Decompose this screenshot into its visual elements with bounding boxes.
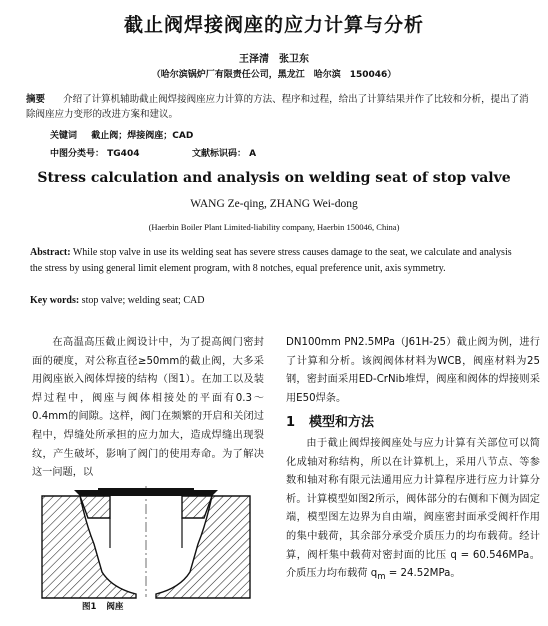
body-paragraph-method [286,435,540,587]
figure-caption [82,600,133,612]
clc-number [50,146,139,159]
chinese-abstract-text: 介绍了计算机辅助截止阀焊接阀座应力计算的方法、程序和过程，给出了计算结果并作了比较和分析，提出了消除阀座应力变形的改进方案和建议。 [26,94,529,120]
english-abstract-text: While stop valve in use its welding seat has severe stress causes damage to the seat, we calculate and analysis the stress by using general limit element program, with 8 notches, equal preference unit, axis symmetry. [30,247,512,274]
body-paragraph-continued: DN100mm PN2.5MPa（J61H-25）截止阀为例，进行了计算和分析。该阀阀体材料为WCB，阀座材料为25钢，密封面采用ED-CrNib堆焊，阀座和阀体的焊接则采用E50焊条。 [286,337,540,404]
chinese-abstract [26,92,532,122]
english-authors: WANG Ze-qing, ZHANG Wei-dong [190,198,358,210]
english-abstract [30,245,518,277]
section-number: 1 [286,415,296,431]
figure-label: 图1 [82,602,97,612]
chinese-keywords [50,128,193,141]
clc-label: 中图分类号： [50,149,105,159]
method-text: 由于截止阀焊接阀座处与应力计算有关部位可以简化成轴对称结构，所以在计算机上，采用八节点、等参数和轴对称有限元法通用应力计算程序进行应力计算分析。计算模型如图2所示，阀体部分的右侧和下侧为固定端，模型图左边界为自由端，阀座密封面承受阀杆作用的集中载荷，其余部分承受介质压力的均布载荷。经计算，阀杆集中载荷对密封面的比压 q = 60.546MPa。介质压力均布载荷 q [286,437,540,580]
method-subscript: m [377,572,386,583]
seat-sealing-face [98,488,194,496]
figure-caption-text: 阀座 [106,602,124,612]
chinese-authors: 王泽清 张卫东 [239,54,309,65]
weld-bead-right [194,490,218,496]
chinese-keywords-label: 关键词 [50,131,78,141]
english-affiliation: (Haerbin Boiler Plant Limited-liability company, Haerbin 150046, China) [148,222,400,232]
english-keywords-label: Key words: [30,295,80,306]
chinese-affiliation: （哈尔滨锅炉厂有限责任公司，黑龙江 哈尔滨 150046） [151,70,397,80]
chinese-keywords-text: 截止阀；焊接阀座；CAD [91,131,194,141]
body-paragraph-intro: 在高温高压截止阀设计中，为了提高阀门密封面的硬度，对公称直径≥50mm的截止阀，大多采用阀座嵌入阀体焊接的结构（图1）。在加工以及装焊过程中，阀座与阀体相接处的平面有0.3～0.4mm的间隙。这样，阀门在频繁的开启和关闭过程中，焊缝处所承担的应力加大，造成焊缝出现裂纹，产生破坏，影响了阀门的使用寿命。为了解决这一问题，以 [32,337,264,479]
document-code [192,146,256,159]
section-heading [286,414,540,433]
document-code-value: A [249,149,257,159]
document-code-label: 文献标识码： [192,149,247,159]
chinese-title: 截止阀焊接阀座的应力计算与分析 [123,14,424,36]
method-text-end: = 24.52MPa。 [385,568,461,580]
weld-bead-left [74,490,98,496]
english-abstract-label: Abstract: [30,247,71,258]
english-title: Stress calculation and analysis on welding seat of stop valve [37,170,511,186]
english-keywords [30,295,204,306]
valve-seat-figure [40,484,252,599]
chinese-abstract-label: 摘要 [26,94,46,105]
body-left-column [32,334,264,483]
clc-value: TG404 [107,149,140,159]
english-keywords-text: stop valve; welding seat; CAD [79,295,205,306]
body-right-column [286,334,540,587]
section-title: 模型和方法 [309,415,375,431]
